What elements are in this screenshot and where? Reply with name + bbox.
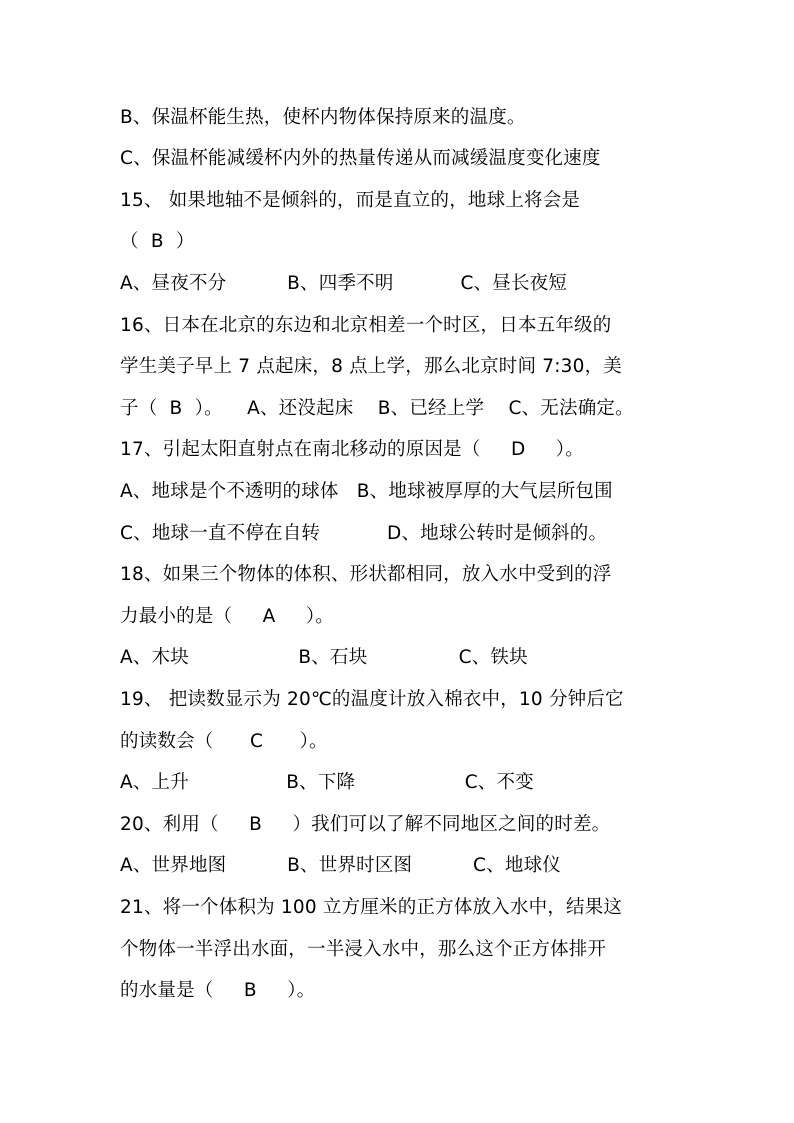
- text-line: B、保温杯能生热，使杯内物体保持原来的温度。: [120, 107, 526, 128]
- options-line: A、地球是个不透明的球体 B、地球被厚厚的大气层所包围: [120, 481, 613, 502]
- question-15: 15、 如果地轴不是倾斜的，而是直立的，地球上将会是: [120, 190, 581, 211]
- text-line: 学生美子早上 7 点起床，8 点上学，那么北京时间 7:30，美: [120, 356, 623, 377]
- options-line: A、上升 B、下降 C、不变: [120, 772, 534, 793]
- options-line: A、木块 B、石块 C、铁块: [120, 647, 528, 668]
- text-line: 个物体一半浮出水面，一半浸入水中，那么这个正方体排开: [120, 939, 607, 960]
- question-18: 18、如果三个物体的体积、形状都相同，放入水中受到的浮: [120, 564, 612, 585]
- question-21: 21、将一个体积为 100 立方厘米的正方体放入水中，结果这: [120, 897, 623, 918]
- text-line: 的读数会（ C ）。: [120, 731, 328, 752]
- question-20: 20、利用（ B ）我们可以了解不同地区之间的时差。: [120, 814, 611, 835]
- question-16: 16、日本在北京的东边和北京相差一个时区，日本五年级的: [120, 315, 612, 336]
- question-17: 17、引起太阳直射点在南北移动的原因是（ D ）。: [120, 439, 584, 460]
- text-line: 子（ B ）。 A、还没起床 B、已经上学 C、无法确定。: [120, 398, 634, 419]
- text-line: 力最小的是（ A ）。: [120, 606, 335, 627]
- text-line: C、保温杯能减缓杯内外的热量传递从而减缓温度变化速度: [120, 148, 601, 169]
- text-line: 的水量是（ B ）。: [120, 980, 316, 1001]
- question-19: 19、 把读数显示为 20℃的温度计放入棉衣中，10 分钟后它: [120, 689, 624, 710]
- options-line: A、昼夜不分 B、四季不明 C、昼长夜短: [120, 273, 568, 294]
- text-line: （ B ）: [120, 231, 195, 252]
- options-line: C、地球一直不停在自转 D、地球公转时是倾斜的。: [120, 523, 608, 544]
- options-line: A、世界地图 B、世界时区图 C、地球仪: [120, 855, 561, 876]
